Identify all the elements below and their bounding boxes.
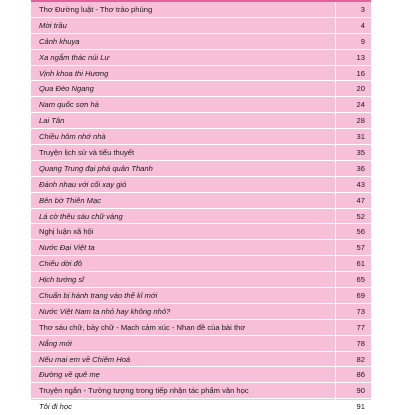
toc-entry-title: Lai Tân	[39, 113, 336, 128]
toc-entry-page: 77	[356, 322, 365, 332]
toc-entry-title: Truyện lịch sử và tiểu thuyết	[39, 145, 336, 160]
toc-row	[31, 256, 371, 272]
toc-entry-title: Đánh nhau với cối xay gió	[39, 177, 336, 192]
toc-entry-title: Tôi đi học	[39, 399, 336, 414]
toc-entry-title: Thơ Đường luật - Thơ trào phúng	[39, 2, 336, 17]
toc-entry-page: 86	[356, 370, 365, 380]
toc-row	[31, 352, 371, 368]
toc-entry-title: Chiều hôm nhớ nhà	[39, 129, 336, 144]
toc-row	[31, 2, 371, 18]
toc-entry-page: 61	[356, 259, 365, 269]
toc-row	[31, 129, 371, 145]
toc-entry-title: Đường về quê mẹ	[39, 367, 336, 382]
toc-row	[31, 66, 371, 82]
toc-row	[31, 81, 371, 97]
toc-row	[31, 272, 371, 288]
toc-entry-page: 90	[356, 386, 365, 396]
toc-entry-title: Xa ngắm thác núi Lư	[39, 50, 336, 65]
toc-entry-title: Chuẩn bị hành trang vào thế kỉ mới	[39, 288, 336, 303]
toc-row	[31, 336, 371, 352]
toc-row	[31, 288, 371, 304]
toc-entry-title: Nước Đại Việt ta	[39, 240, 336, 255]
toc-entry-title: Hịch tướng sĩ	[39, 272, 336, 287]
toc-row	[31, 304, 371, 320]
toc-entry-title: Nước Việt Nam ta nhỏ hay không nhỏ?	[39, 304, 336, 319]
toc-entry-title: Lá cờ thêu sáu chữ vàng	[39, 209, 336, 224]
toc-row	[31, 383, 371, 399]
toc-entry-title: Qua Đèo Ngang	[39, 81, 336, 96]
toc-entry-page: 43	[356, 179, 365, 189]
toc-row	[31, 34, 371, 50]
toc-entry-page: 3	[360, 5, 365, 14]
toc-entry-page: 57	[356, 243, 365, 253]
toc-row	[31, 50, 371, 66]
toc-entry-page: 47	[356, 195, 365, 205]
toc-row	[31, 145, 371, 161]
toc-entry-page: 78	[356, 338, 365, 348]
toc-entry-title: Chiếu dời đô	[39, 256, 336, 271]
toc-entry-title: Nghị luận xã hội	[39, 224, 336, 239]
toc-entry-title: Nam quốc sơn hà	[39, 97, 336, 112]
toc-entry-page: 73	[356, 306, 365, 316]
toc-entry-title: Nếu mai em về Chiêm Hoá	[39, 352, 336, 367]
toc-entry-page: 65	[356, 275, 365, 285]
toc-row	[31, 113, 371, 129]
toc-entry-title: Nắng mới	[39, 336, 336, 351]
toc-entry-title: Cảnh khuya	[39, 34, 336, 49]
toc-row	[31, 161, 371, 177]
toc-entry-page: 35	[356, 148, 365, 158]
toc-entry-title: Truyện ngắn - Tưởng tượng trong tiếp nhận tác phẩm văn học	[39, 383, 336, 398]
toc-list	[31, 2, 371, 415]
toc-entry-page: 4	[360, 20, 365, 30]
toc-entry-title: Thơ sáu chữ, bảy chữ - Mạch cảm xúc - Nhan đề của bài thơ	[39, 320, 336, 335]
toc-entry-page: 31	[356, 132, 365, 142]
toc-entry-page: 20	[356, 84, 365, 94]
toc-entry-page: 52	[356, 211, 365, 221]
toc-entry-title: Bên bờ Thiên Mạc	[39, 193, 336, 208]
toc-entry-page: 91	[356, 402, 365, 412]
toc-row	[31, 97, 371, 113]
toc-entry-page: 16	[356, 68, 365, 78]
toc-entry-page: 28	[356, 116, 365, 126]
toc-entry-page: 36	[356, 163, 365, 173]
toc-row	[31, 224, 371, 240]
toc-row	[31, 320, 371, 336]
toc-row	[31, 209, 371, 225]
toc-entry-page: 24	[356, 100, 365, 110]
toc-row	[31, 240, 371, 256]
toc-entry-page: 13	[356, 52, 365, 62]
toc-entry-page: 9	[360, 36, 365, 46]
table-of-contents	[31, 0, 371, 412]
toc-entry-page: 82	[356, 354, 365, 364]
toc-entry-page: 69	[356, 291, 365, 301]
toc-entry-title: Vịnh khoa thi Hương	[39, 66, 336, 81]
toc-row	[31, 18, 371, 34]
toc-row	[31, 177, 371, 193]
toc-entry-title: Quang Trung đại phá quân Thanh	[39, 161, 336, 176]
toc-row	[31, 367, 371, 383]
toc-entry-page: 56	[356, 227, 365, 237]
toc-row	[31, 399, 371, 415]
toc-entry-title: Mời trầu	[39, 18, 336, 33]
toc-row	[31, 193, 371, 209]
